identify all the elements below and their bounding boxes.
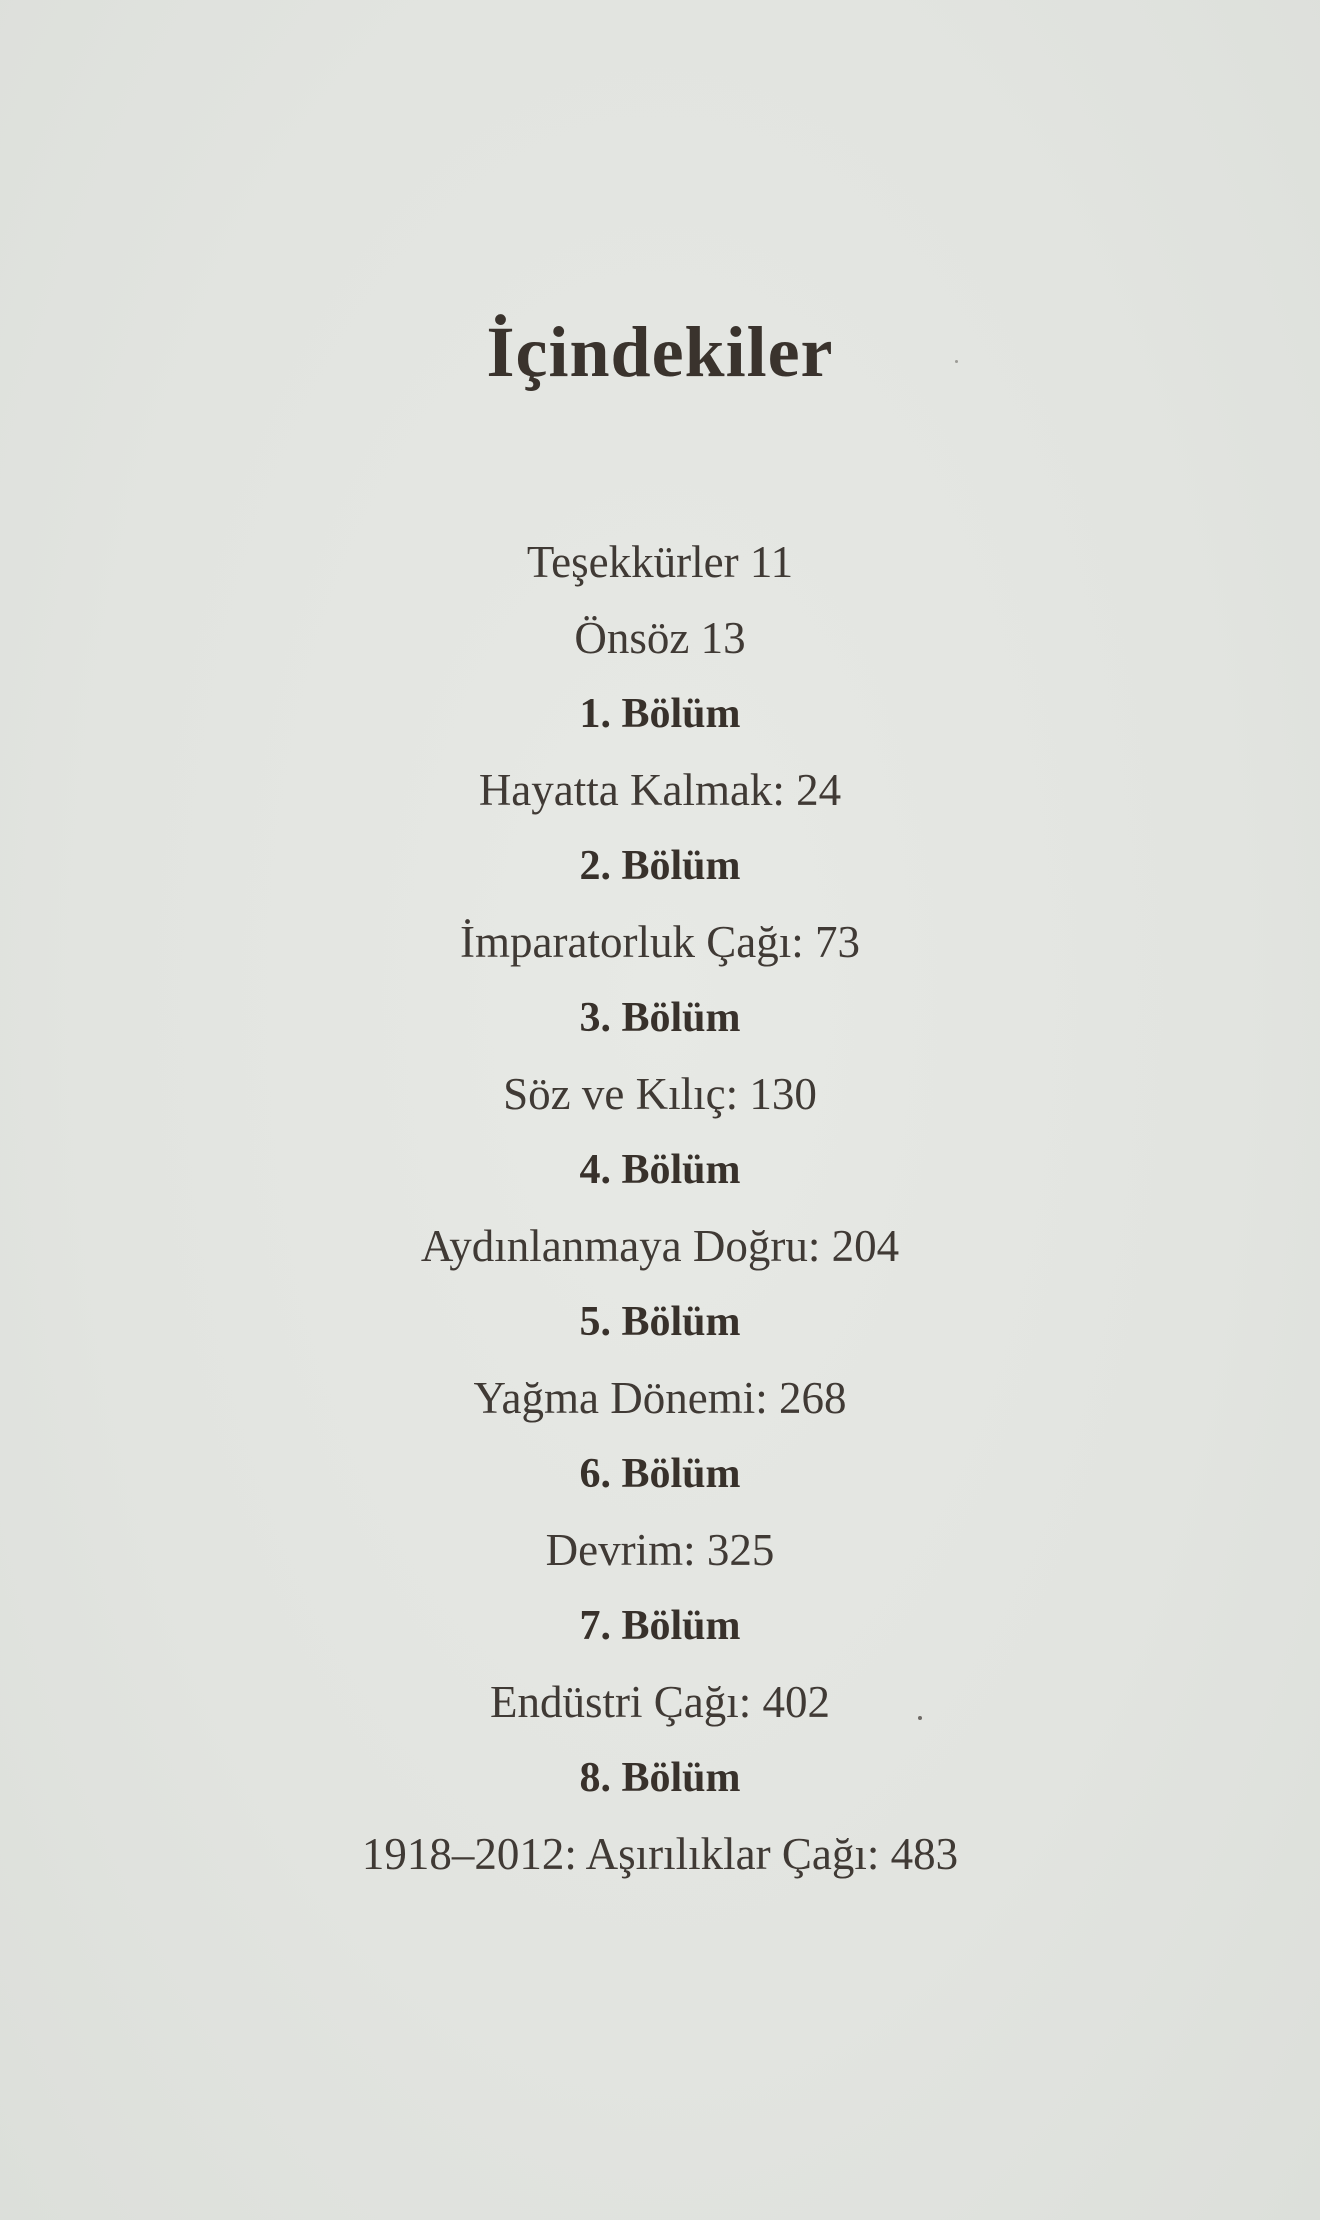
toc-chapter-heading-6: 6. Bölüm bbox=[579, 1451, 741, 1497]
toc-chapter-title-7: Endüstri Çağı: 402 bbox=[490, 1677, 830, 1727]
table-of-contents bbox=[0, 524, 1320, 1892]
toc-chapter-title-4: Aydınlanmaya Doğru: 204 bbox=[420, 1221, 900, 1271]
toc-chapter-title-5: Yağma Dönemi: 268 bbox=[473, 1373, 847, 1423]
toc-chapter-title-1: Hayatta Kalmak: 24 bbox=[478, 765, 842, 815]
toc-entry-acknowledgements: Teşekkürler 11 bbox=[526, 537, 794, 587]
toc-chapter-heading-8: 8. Bölüm bbox=[579, 1755, 741, 1801]
toc-chapter-heading-1: 1. Bölüm bbox=[579, 691, 741, 737]
paper-speck bbox=[955, 360, 958, 363]
toc-chapter-heading-5: 5. Bölüm bbox=[579, 1299, 741, 1345]
toc-chapter-heading-2: 2. Bölüm bbox=[579, 843, 741, 889]
toc-chapter-heading-3: 3. Bölüm bbox=[579, 995, 741, 1041]
toc-chapter-title-6: Devrim: 325 bbox=[545, 1525, 775, 1575]
toc-chapter-title-3: Söz ve Kılıç: 130 bbox=[503, 1069, 817, 1119]
toc-chapter-title-8: 1918–2012: Aşırılıklar Çağı: 483 bbox=[361, 1829, 959, 1879]
toc-chapter-heading-4: 4. Bölüm bbox=[579, 1147, 741, 1193]
toc-chapter-heading-7: 7. Bölüm bbox=[579, 1603, 741, 1649]
page-title: İçindekiler bbox=[486, 312, 834, 393]
toc-chapter-title-2: İmparatorluk Çağı: 73 bbox=[460, 917, 860, 967]
paper-speck bbox=[918, 1716, 922, 1720]
toc-entry-preface: Önsöz 13 bbox=[574, 613, 746, 663]
